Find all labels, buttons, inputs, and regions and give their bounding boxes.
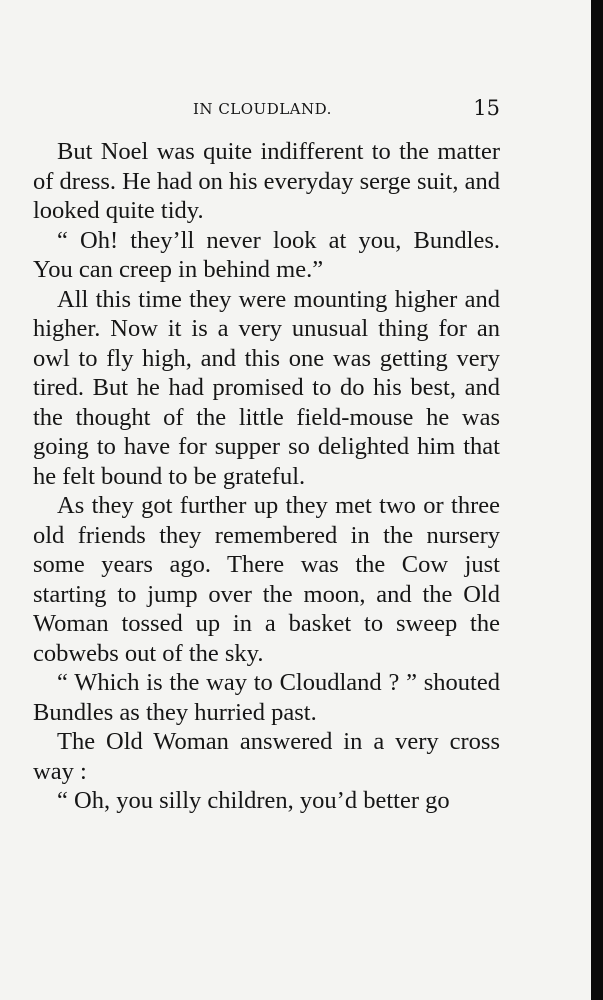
- paragraph-1: But Noel was quite indifferent to the matter of dress. He had on his everyday serge suit, and looked quite tidy.: [33, 138, 500, 224]
- paragraph-2: “ Oh! they’ll never look at you, Bundles. You can creep in behind me.”: [33, 226, 500, 283]
- paragraph-4: As they got further up they met two or three old friends they remembered in the nursery some years ago. There was the Cow just starting to jump over the moon, and the Old Woman tossed up in a basket to sweep the cobwebs out of the sky.: [33, 492, 500, 667]
- running-title: IN CLOUDLAND.: [193, 100, 332, 118]
- page-edge-shadow: [591, 0, 603, 1000]
- page-header: [33, 96, 500, 126]
- paragraph-5: “ Which is the way to Cloudland ? ” shouted Bundles as they hurried past.: [33, 669, 500, 726]
- body-text: [33, 137, 500, 816]
- page-number: 15: [473, 96, 500, 120]
- paragraph-3: All this time they were mounting higher and higher. Now it is a very unusual thing for an owl to fly high, and this one was getting very tired. But he had promised to do his best, and the thought of the little field-mouse he was going to have for supper so delighted him that he felt bound to be grateful.: [33, 285, 500, 490]
- paragraph-6: The Old Woman answered in a very cross way :: [33, 728, 500, 785]
- paragraph-7: “ Oh, you silly children, you’d better go: [57, 787, 450, 814]
